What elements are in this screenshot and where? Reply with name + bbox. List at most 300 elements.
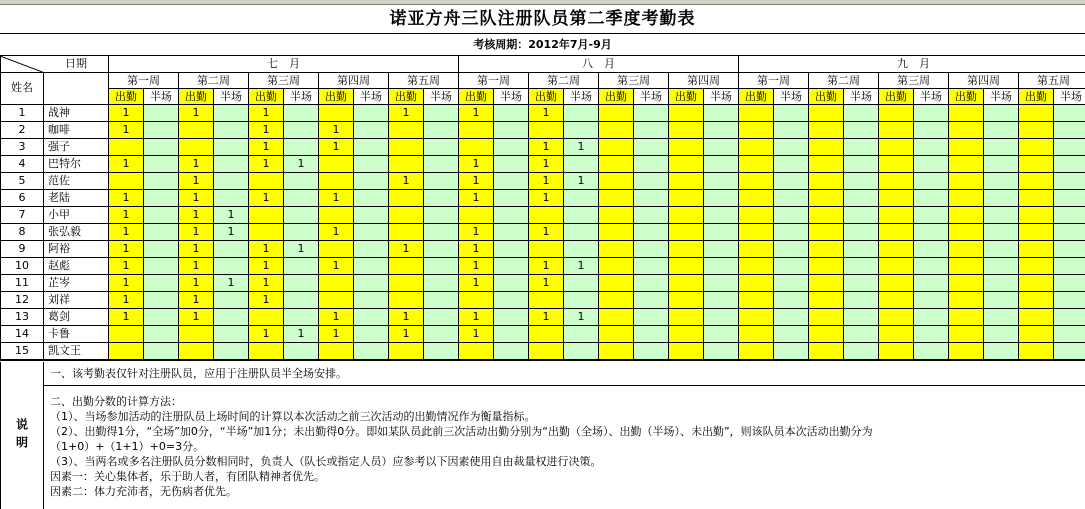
attendance-cell bbox=[914, 105, 949, 122]
attendance-cell bbox=[424, 343, 459, 360]
week-header: 第二周 bbox=[179, 73, 249, 89]
attendance-cell bbox=[739, 241, 774, 258]
attendance-cell bbox=[949, 309, 984, 326]
member-name: 阿裕 bbox=[44, 241, 109, 258]
attendance-cell bbox=[774, 258, 809, 275]
attendance-cell bbox=[424, 258, 459, 275]
attendance-cell: 1 bbox=[529, 275, 564, 292]
attendance-cell bbox=[704, 139, 739, 156]
attendance-cell: 1 bbox=[459, 275, 494, 292]
member-name: 战神 bbox=[44, 105, 109, 122]
attendance-cell bbox=[774, 207, 809, 224]
attendance-cell bbox=[844, 292, 879, 309]
attendance-cell bbox=[984, 173, 1019, 190]
member-name: 刘祥 bbox=[44, 292, 109, 309]
sub-header-half: 半场 bbox=[494, 89, 529, 105]
attendance-cell bbox=[214, 343, 249, 360]
week-header: 第一周 bbox=[109, 73, 179, 89]
attendance-cell bbox=[669, 224, 704, 241]
attendance-cell bbox=[494, 275, 529, 292]
attendance-cell bbox=[669, 190, 704, 207]
attendance-cell bbox=[809, 258, 844, 275]
attendance-cell bbox=[319, 241, 354, 258]
member-name: 巴特尔 bbox=[44, 156, 109, 173]
attendance-cell: 1 bbox=[109, 224, 144, 241]
attendance-cell bbox=[599, 173, 634, 190]
attendance-cell bbox=[1019, 207, 1054, 224]
attendance-cell: 1 bbox=[284, 326, 319, 343]
sub-header-half: 半场 bbox=[914, 89, 949, 105]
attendance-cell bbox=[844, 122, 879, 139]
attendance-cell bbox=[774, 309, 809, 326]
attendance-cell bbox=[809, 292, 844, 309]
explain-label: 说明 bbox=[0, 362, 44, 509]
attendance-cell: 1 bbox=[389, 105, 424, 122]
attendance-cell: 1 bbox=[459, 173, 494, 190]
member-name: 咖啡 bbox=[44, 122, 109, 139]
sub-header-half: 半场 bbox=[214, 89, 249, 105]
attendance-cell: 1 bbox=[389, 309, 424, 326]
attendance-cell bbox=[144, 309, 179, 326]
attendance-cell: 1 bbox=[249, 122, 284, 139]
attendance-cell bbox=[249, 343, 284, 360]
attendance-cell bbox=[284, 292, 319, 309]
attendance-cell bbox=[634, 258, 669, 275]
sub-header-half: 半场 bbox=[284, 89, 319, 105]
row-number: 14 bbox=[0, 326, 44, 343]
attendance-cell bbox=[1054, 343, 1085, 360]
attendance-cell bbox=[809, 309, 844, 326]
attendance-cell bbox=[599, 224, 634, 241]
attendance-cell bbox=[354, 139, 389, 156]
attendance-cell bbox=[739, 258, 774, 275]
attendance-cell bbox=[494, 139, 529, 156]
sub-header-half: 半场 bbox=[144, 89, 179, 105]
sub-header-full: 出勤 bbox=[739, 89, 774, 105]
attendance-cell: 1 bbox=[179, 292, 214, 309]
attendance-cell bbox=[529, 241, 564, 258]
attendance-cell bbox=[214, 326, 249, 343]
attendance-cell bbox=[144, 156, 179, 173]
row-number: 6 bbox=[0, 190, 44, 207]
attendance-cell bbox=[179, 139, 214, 156]
attendance-cell: 1 bbox=[249, 156, 284, 173]
attendance-cell bbox=[914, 326, 949, 343]
attendance-cell bbox=[669, 343, 704, 360]
row-number: 9 bbox=[0, 241, 44, 258]
member-name: 赵彪 bbox=[44, 258, 109, 275]
attendance-cell bbox=[984, 241, 1019, 258]
attendance-cell bbox=[494, 122, 529, 139]
attendance-cell bbox=[459, 343, 494, 360]
attendance-cell bbox=[634, 173, 669, 190]
attendance-cell bbox=[109, 326, 144, 343]
attendance-cell bbox=[634, 190, 669, 207]
row-number: 1 bbox=[0, 105, 44, 122]
week-header: 第三周 bbox=[599, 73, 669, 89]
attendance-cell bbox=[284, 139, 319, 156]
row-number: 11 bbox=[0, 275, 44, 292]
attendance-cell bbox=[354, 105, 389, 122]
attendance-cell bbox=[494, 207, 529, 224]
attendance-cell: 1 bbox=[529, 190, 564, 207]
attendance-cell bbox=[284, 258, 319, 275]
sub-header-full: 出勤 bbox=[949, 89, 984, 105]
attendance-cell bbox=[984, 156, 1019, 173]
attendance-cell bbox=[354, 190, 389, 207]
attendance-cell bbox=[459, 139, 494, 156]
attendance-cell bbox=[914, 309, 949, 326]
attendance-cell bbox=[354, 343, 389, 360]
attendance-cell bbox=[494, 224, 529, 241]
attendance-cell bbox=[424, 190, 459, 207]
attendance-cell bbox=[564, 122, 599, 139]
attendance-cell bbox=[914, 275, 949, 292]
attendance-cell: 1 bbox=[179, 224, 214, 241]
attendance-cell bbox=[284, 207, 319, 224]
attendance-cell bbox=[354, 207, 389, 224]
attendance-cell bbox=[144, 190, 179, 207]
attendance-cell: 1 bbox=[214, 207, 249, 224]
attendance-cell bbox=[424, 224, 459, 241]
attendance-cell bbox=[844, 343, 879, 360]
attendance-cell bbox=[704, 190, 739, 207]
attendance-cell bbox=[319, 105, 354, 122]
attendance-cell bbox=[214, 173, 249, 190]
attendance-cell bbox=[144, 105, 179, 122]
attendance-cell bbox=[844, 275, 879, 292]
week-header: 第三周 bbox=[879, 73, 949, 89]
sub-header-full: 出勤 bbox=[529, 89, 564, 105]
month-header: 九 月 bbox=[739, 56, 1085, 73]
attendance-cell bbox=[284, 173, 319, 190]
attendance-cell bbox=[774, 241, 809, 258]
attendance-cell bbox=[844, 224, 879, 241]
attendance-cell bbox=[879, 173, 914, 190]
attendance-cell: 1 bbox=[319, 309, 354, 326]
attendance-cell: 1 bbox=[179, 258, 214, 275]
attendance-cell bbox=[249, 207, 284, 224]
attendance-cell: 1 bbox=[319, 122, 354, 139]
attendance-cell: 1 bbox=[389, 173, 424, 190]
attendance-cell bbox=[949, 156, 984, 173]
sub-header-half: 半场 bbox=[984, 89, 1019, 105]
attendance-cell bbox=[984, 224, 1019, 241]
title-border bbox=[0, 33, 1085, 34]
attendance-cell: 1 bbox=[214, 275, 249, 292]
attendance-cell bbox=[319, 156, 354, 173]
attendance-cell bbox=[1054, 173, 1085, 190]
attendance-cell bbox=[774, 122, 809, 139]
attendance-cell bbox=[739, 156, 774, 173]
sub-header-half: 半场 bbox=[1054, 89, 1085, 105]
attendance-cell bbox=[949, 139, 984, 156]
attendance-cell bbox=[319, 343, 354, 360]
attendance-cell: 1 bbox=[109, 275, 144, 292]
attendance-cell bbox=[949, 241, 984, 258]
attendance-cell bbox=[844, 190, 879, 207]
attendance-cell bbox=[844, 173, 879, 190]
attendance-cell bbox=[599, 326, 634, 343]
attendance-cell bbox=[634, 275, 669, 292]
attendance-cell: 1 bbox=[249, 326, 284, 343]
row-number: 5 bbox=[0, 173, 44, 190]
attendance-cell bbox=[739, 139, 774, 156]
attendance-cell bbox=[214, 241, 249, 258]
attendance-cell bbox=[739, 190, 774, 207]
attendance-cell bbox=[914, 139, 949, 156]
attendance-cell bbox=[634, 326, 669, 343]
attendance-cell bbox=[809, 190, 844, 207]
attendance-cell bbox=[984, 258, 1019, 275]
attendance-cell: 1 bbox=[529, 139, 564, 156]
attendance-cell bbox=[669, 139, 704, 156]
attendance-cell bbox=[599, 343, 634, 360]
attendance-cell: 1 bbox=[109, 105, 144, 122]
attendance-cell bbox=[389, 258, 424, 275]
attendance-cell bbox=[914, 343, 949, 360]
attendance-cell bbox=[739, 292, 774, 309]
attendance-cell bbox=[984, 122, 1019, 139]
member-name: 张弘毅 bbox=[44, 224, 109, 241]
attendance-cell: 1 bbox=[319, 139, 354, 156]
attendance-cell bbox=[1054, 156, 1085, 173]
attendance-cell bbox=[284, 224, 319, 241]
attendance-cell: 1 bbox=[109, 309, 144, 326]
attendance-cell: 1 bbox=[249, 258, 284, 275]
attendance-cell bbox=[144, 292, 179, 309]
week-header: 第四周 bbox=[669, 73, 739, 89]
attendance-cell bbox=[844, 309, 879, 326]
attendance-cell bbox=[284, 309, 319, 326]
attendance-cell bbox=[704, 343, 739, 360]
attendance-cell bbox=[669, 292, 704, 309]
attendance-cell bbox=[389, 292, 424, 309]
attendance-cell bbox=[914, 207, 949, 224]
attendance-cell bbox=[809, 207, 844, 224]
attendance-cell bbox=[564, 326, 599, 343]
attendance-cell bbox=[949, 207, 984, 224]
attendance-cell: 1 bbox=[389, 326, 424, 343]
name-header-blank bbox=[44, 73, 109, 105]
attendance-cell bbox=[879, 343, 914, 360]
attendance-cell bbox=[249, 224, 284, 241]
attendance-cell bbox=[844, 258, 879, 275]
attendance-cell: 1 bbox=[109, 207, 144, 224]
attendance-cell bbox=[529, 207, 564, 224]
attendance-cell: 1 bbox=[214, 224, 249, 241]
attendance-cell bbox=[1054, 309, 1085, 326]
attendance-cell bbox=[599, 275, 634, 292]
week-header: 第三周 bbox=[249, 73, 319, 89]
attendance-cell bbox=[1019, 156, 1054, 173]
grid-bottom-border bbox=[0, 360, 1085, 361]
attendance-cell bbox=[984, 343, 1019, 360]
week-header: 第二周 bbox=[529, 73, 599, 89]
attendance-cell bbox=[949, 275, 984, 292]
week-header: 第一周 bbox=[459, 73, 529, 89]
attendance-cell bbox=[564, 190, 599, 207]
sub-header-half: 半场 bbox=[424, 89, 459, 105]
attendance-cell bbox=[879, 139, 914, 156]
attendance-cell bbox=[1054, 190, 1085, 207]
attendance-cell bbox=[914, 190, 949, 207]
attendance-cell bbox=[109, 343, 144, 360]
attendance-cell bbox=[1054, 292, 1085, 309]
attendance-cell bbox=[1054, 122, 1085, 139]
member-name: 范佐 bbox=[44, 173, 109, 190]
attendance-cell bbox=[599, 156, 634, 173]
attendance-cell bbox=[739, 122, 774, 139]
attendance-cell bbox=[704, 275, 739, 292]
attendance-cell bbox=[984, 326, 1019, 343]
attendance-cell bbox=[1019, 309, 1054, 326]
attendance-cell bbox=[529, 326, 564, 343]
attendance-cell bbox=[354, 258, 389, 275]
attendance-cell bbox=[354, 241, 389, 258]
attendance-cell bbox=[669, 326, 704, 343]
attendance-cell bbox=[424, 156, 459, 173]
attendance-cell: 1 bbox=[109, 258, 144, 275]
attendance-cell bbox=[774, 275, 809, 292]
attendance-cell: 1 bbox=[179, 241, 214, 258]
attendance-cell bbox=[704, 173, 739, 190]
member-name: 老陆 bbox=[44, 190, 109, 207]
attendance-cell bbox=[1019, 105, 1054, 122]
attendance-cell bbox=[599, 122, 634, 139]
attendance-cell bbox=[1054, 275, 1085, 292]
attendance-cell bbox=[879, 275, 914, 292]
attendance-cell bbox=[144, 122, 179, 139]
attendance-cell bbox=[739, 173, 774, 190]
attendance-cell: 1 bbox=[564, 309, 599, 326]
attendance-cell bbox=[949, 190, 984, 207]
attendance-cell bbox=[564, 224, 599, 241]
attendance-cell bbox=[1054, 139, 1085, 156]
attendance-cell: 1 bbox=[319, 326, 354, 343]
attendance-cell bbox=[1054, 207, 1085, 224]
attendance-cell: 1 bbox=[109, 156, 144, 173]
attendance-cell bbox=[739, 275, 774, 292]
attendance-cell bbox=[354, 292, 389, 309]
sub-header-half: 半场 bbox=[844, 89, 879, 105]
attendance-cell bbox=[599, 139, 634, 156]
attendance-cell: 1 bbox=[389, 241, 424, 258]
attendance-cell bbox=[389, 275, 424, 292]
attendance-cell bbox=[739, 207, 774, 224]
attendance-cell bbox=[739, 343, 774, 360]
attendance-cell bbox=[564, 343, 599, 360]
attendance-cell: 1 bbox=[249, 241, 284, 258]
attendance-cell bbox=[809, 343, 844, 360]
sub-header-half: 半场 bbox=[634, 89, 669, 105]
attendance-cell bbox=[1019, 173, 1054, 190]
attendance-cell bbox=[424, 292, 459, 309]
attendance-cell bbox=[669, 207, 704, 224]
attendance-cell bbox=[914, 292, 949, 309]
attendance-cell bbox=[494, 309, 529, 326]
attendance-cell bbox=[564, 241, 599, 258]
attendance-cell bbox=[144, 173, 179, 190]
attendance-cell bbox=[879, 122, 914, 139]
attendance-cell bbox=[459, 207, 494, 224]
attendance-cell bbox=[214, 309, 249, 326]
attendance-cell bbox=[354, 275, 389, 292]
attendance-cell bbox=[704, 258, 739, 275]
attendance-cell bbox=[214, 190, 249, 207]
note-line-7: 因素一：关心集体者，乐于助人者，有团队精神者优先。 bbox=[50, 470, 325, 483]
attendance-cell bbox=[949, 258, 984, 275]
sub-header-full: 出勤 bbox=[179, 89, 214, 105]
attendance-cell bbox=[144, 207, 179, 224]
attendance-cell bbox=[704, 326, 739, 343]
attendance-cell bbox=[354, 173, 389, 190]
attendance-cell bbox=[809, 275, 844, 292]
attendance-cell bbox=[949, 343, 984, 360]
attendance-cell bbox=[809, 105, 844, 122]
attendance-cell bbox=[704, 156, 739, 173]
member-name: 强子 bbox=[44, 139, 109, 156]
attendance-cell bbox=[669, 241, 704, 258]
attendance-cell bbox=[389, 190, 424, 207]
attendance-cell: 1 bbox=[529, 224, 564, 241]
attendance-cell bbox=[494, 292, 529, 309]
attendance-cell bbox=[424, 105, 459, 122]
attendance-cell bbox=[214, 122, 249, 139]
attendance-cell bbox=[1019, 258, 1054, 275]
attendance-cell: 1 bbox=[319, 224, 354, 241]
sub-header-full: 出勤 bbox=[879, 89, 914, 105]
attendance-cell bbox=[179, 122, 214, 139]
attendance-cell: 1 bbox=[529, 173, 564, 190]
sub-header-half: 半场 bbox=[564, 89, 599, 105]
sub-header-full: 出勤 bbox=[599, 89, 634, 105]
attendance-cell bbox=[214, 139, 249, 156]
attendance-cell bbox=[354, 224, 389, 241]
attendance-cell: 1 bbox=[109, 190, 144, 207]
note-line-6: （3）、当两名或多名注册队员分数相同时，负责人（队长或指定人员）应参考以下因素使用自由裁量权进行决策。 bbox=[50, 455, 602, 468]
attendance-cell bbox=[669, 309, 704, 326]
attendance-cell bbox=[564, 156, 599, 173]
attendance-cell bbox=[529, 122, 564, 139]
sub-header-full: 出勤 bbox=[1019, 89, 1054, 105]
attendance-cell bbox=[1019, 190, 1054, 207]
attendance-cell bbox=[949, 292, 984, 309]
attendance-cell bbox=[669, 173, 704, 190]
row-number: 10 bbox=[0, 258, 44, 275]
attendance-cell: 1 bbox=[249, 105, 284, 122]
row-number: 13 bbox=[0, 309, 44, 326]
attendance-cell bbox=[564, 275, 599, 292]
attendance-cell bbox=[424, 207, 459, 224]
attendance-cell bbox=[879, 190, 914, 207]
attendance-cell bbox=[284, 122, 319, 139]
attendance-cell bbox=[739, 326, 774, 343]
attendance-cell bbox=[214, 105, 249, 122]
attendance-cell bbox=[389, 139, 424, 156]
attendance-cell bbox=[1054, 241, 1085, 258]
attendance-cell bbox=[634, 156, 669, 173]
attendance-cell bbox=[669, 122, 704, 139]
attendance-cell bbox=[704, 122, 739, 139]
attendance-cell bbox=[634, 292, 669, 309]
attendance-cell bbox=[389, 207, 424, 224]
attendance-cell bbox=[144, 139, 179, 156]
attendance-cell bbox=[914, 173, 949, 190]
attendance-cell bbox=[809, 224, 844, 241]
attendance-cell bbox=[634, 309, 669, 326]
attendance-cell bbox=[1019, 139, 1054, 156]
